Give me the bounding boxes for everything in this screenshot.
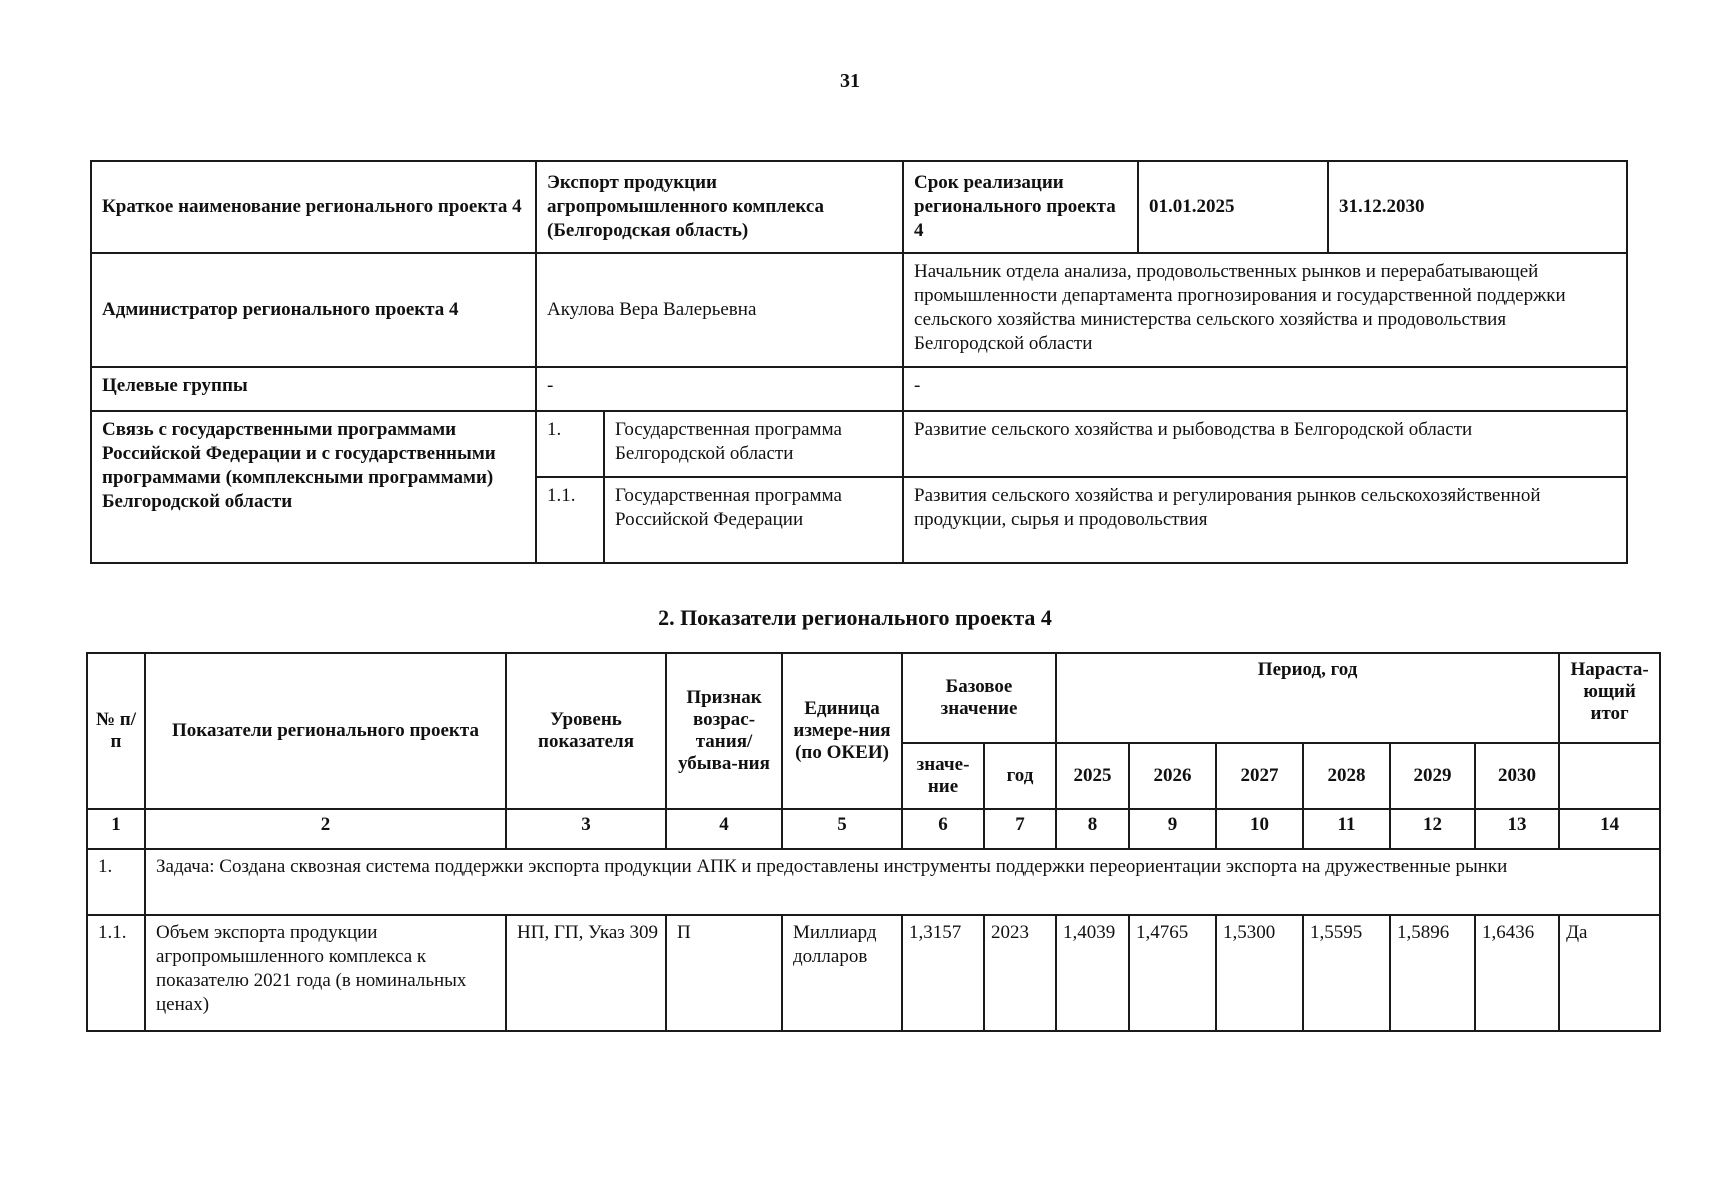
header-year: 2026 — [1129, 743, 1216, 809]
indicator-name: Объем экспорта продукции агропромышленного комплекса к показателю 2021 года (в номинальных ценах) — [145, 915, 506, 1031]
admin-position: Начальник отдела анализа, продовольственных рынков и перерабатывающей промышленности департамента прогнозирования и государственной поддержки сельского хозяйства министерства сельского хозяйства и продовольствия Белгородской области — [903, 253, 1627, 367]
passport-row-target-groups — [91, 367, 1627, 411]
program-name: Развитие сельского хозяйства и рыбоводства в Белгородской области — [903, 411, 1627, 477]
indicator-base-value: 1,3157 — [902, 915, 984, 1031]
indicator-value-2028: 1,5595 — [1303, 915, 1390, 1031]
task-text: Задача: Создана сквозная система поддержки экспорта продукции АПК и предоставлены инструменты поддержки переориентации экспорта на дружественные рынки — [145, 849, 1660, 915]
program-type: Государственная программа Российской Федерации — [604, 477, 903, 563]
indicators-table — [86, 652, 1661, 1032]
column-number: 10 — [1216, 809, 1303, 849]
indicator-value-2030: 1,6436 — [1475, 915, 1559, 1031]
header-base-year: год — [984, 743, 1056, 809]
admin-name: Акулова Вера Валерьевна — [536, 253, 903, 367]
start-date: 01.01.2025 — [1138, 161, 1328, 253]
header-year: 2030 — [1475, 743, 1559, 809]
indicator-value-2025: 1,4039 — [1056, 915, 1129, 1031]
task-num: 1. — [87, 849, 145, 915]
column-number: 13 — [1475, 809, 1559, 849]
indicator-sign: П — [666, 915, 782, 1031]
column-number: 5 — [782, 809, 902, 849]
program-num: 1.1. — [536, 477, 604, 563]
header-year: 2029 — [1390, 743, 1475, 809]
target-groups-note: - — [903, 367, 1627, 411]
header-year: 2027 — [1216, 743, 1303, 809]
column-number: 6 — [902, 809, 984, 849]
program-type: Государственная программа Белгородской области — [604, 411, 903, 477]
target-groups-value: - — [536, 367, 903, 411]
column-number: 3 — [506, 809, 666, 849]
indicator-value-2029: 1,5896 — [1390, 915, 1475, 1031]
section-title: 2. Показатели регионального проекта 4 — [658, 605, 1052, 630]
program-row — [91, 411, 1627, 477]
column-number: 14 — [1559, 809, 1660, 849]
admin-label: Администратор регионального проекта 4 — [91, 253, 536, 367]
indicator-unit: Миллиард долларов — [782, 915, 902, 1031]
indicators-header-row — [87, 653, 1660, 743]
indicator-value-2027: 1,5300 — [1216, 915, 1303, 1031]
target-groups-label: Целевые группы — [91, 367, 536, 411]
column-numbers-row — [87, 809, 1660, 849]
period-label: Срок реализации регионального проекта 4 — [903, 161, 1138, 253]
header-base-value: значе-ние — [902, 743, 984, 809]
indicator-cumulative: Да — [1559, 915, 1660, 1031]
passport-row-short-name — [91, 161, 1627, 253]
column-number: 2 — [145, 809, 506, 849]
indicator-level: НП, ГП, Указ 309 — [506, 915, 666, 1031]
header-num: № п/п — [87, 653, 145, 809]
header-indicator-name: Показатели регионального проекта — [145, 653, 506, 809]
project-passport-table — [90, 160, 1628, 564]
passport-row-admin — [91, 253, 1627, 367]
short-name-value: Экспорт продукции агропромышленного комплекса (Белгородская область) — [536, 161, 903, 253]
column-number: 1 — [87, 809, 145, 849]
column-number: 12 — [1390, 809, 1475, 849]
header-year: 2025 — [1056, 743, 1129, 809]
end-date: 31.12.2030 — [1328, 161, 1627, 253]
column-number: 7 — [984, 809, 1056, 849]
task-row — [87, 849, 1660, 915]
program-name: Развития сельского хозяйства и регулирования рынков сельскохозяйственной продукции, сырья и продовольствия — [903, 477, 1627, 563]
header-cumulative: Нараста-ющий итог — [1559, 653, 1660, 743]
header-period: Период, год — [1056, 653, 1559, 743]
program-num: 1. — [536, 411, 604, 477]
program-links-label: Связь с государственными программами Российской Федерации и с государственными программами (комплексными программами) Белгородской области — [91, 411, 536, 563]
indicator-row — [87, 915, 1660, 1031]
header-unit: Единица измере-ния (по ОКЕИ) — [782, 653, 902, 809]
page-number: 31 — [840, 70, 860, 92]
indicator-value-2026: 1,4765 — [1129, 915, 1216, 1031]
header-sign: Признак возрас-тания/ убыва-ния — [666, 653, 782, 809]
column-number: 8 — [1056, 809, 1129, 849]
header-year: 2028 — [1303, 743, 1390, 809]
indicator-num: 1.1. — [87, 915, 145, 1031]
header-level: Уровень показателя — [506, 653, 666, 809]
column-number: 11 — [1303, 809, 1390, 849]
header-base: Базовое значение — [902, 653, 1056, 743]
column-number: 4 — [666, 809, 782, 849]
short-name-label: Краткое наименование регионального проекта 4 — [91, 161, 536, 253]
column-number: 9 — [1129, 809, 1216, 849]
indicator-base-year: 2023 — [984, 915, 1056, 1031]
header-empty — [1559, 743, 1660, 809]
